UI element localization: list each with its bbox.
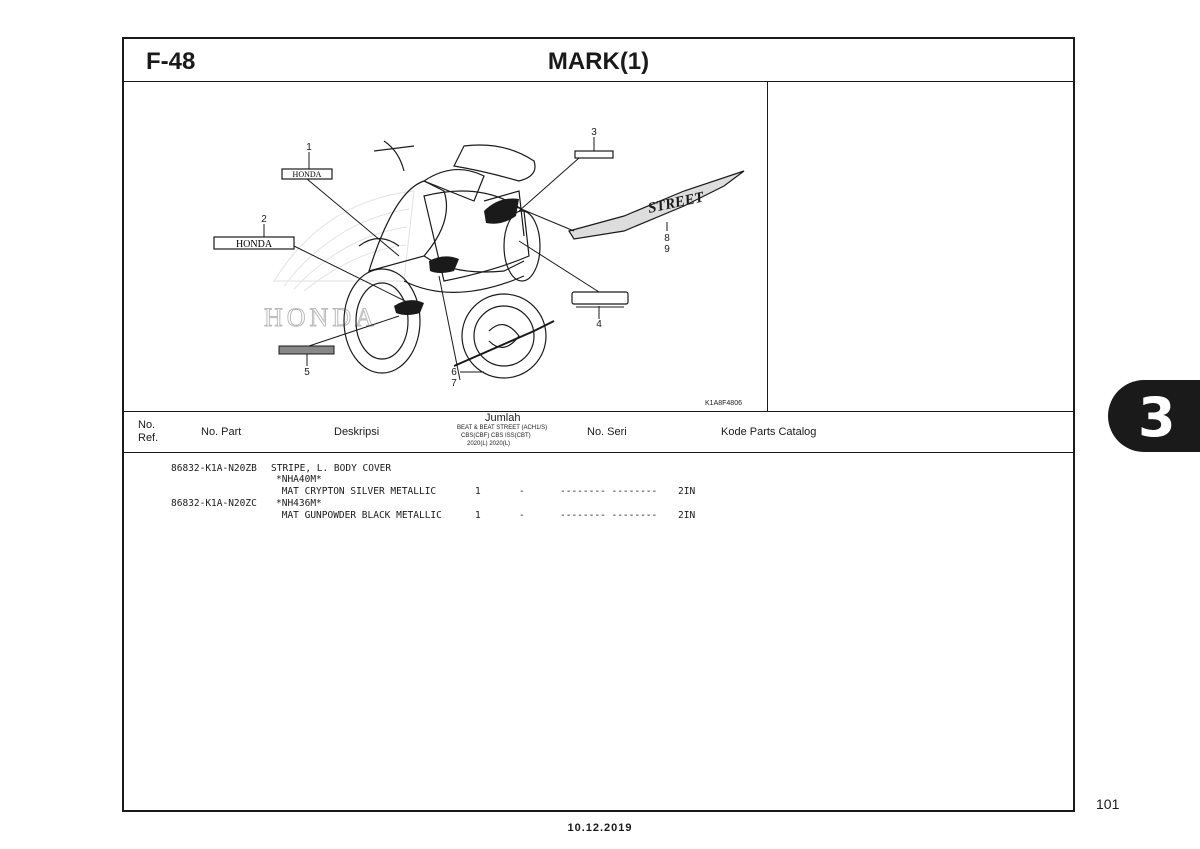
col-jumlah-sub-3: 2020(L) 2020(L) [467,441,511,447]
decal-2-honda-logo [214,237,294,250]
title-bar [124,39,1073,82]
callout-3: 3 [591,127,597,138]
callout-9: 9 [664,244,670,255]
print-date: 10.12.2019 [567,822,633,834]
leader-lines [264,137,667,380]
col-jumlah: Jumlah [485,412,521,424]
col-no-seri: No. Seri [587,426,627,438]
section-tab-number: 3 [1138,386,1176,449]
callout-4: 4 [596,319,602,330]
row-1-desc: *NHA40M* [276,474,322,485]
row-2-qty2: - [519,486,525,497]
page-title [124,48,1073,76]
row-0-part: 86832-K1A-N20ZB [171,463,257,474]
callout-5: 5 [304,367,310,378]
row-0-desc: STRIPE, L. BODY COVER [271,463,392,474]
honda-wing-watermark [274,191,414,291]
row-4-qty1: 1 [475,510,481,521]
decal-1-text: HONDA [292,170,322,179]
section-code: F-48 [146,48,196,75]
col-no-ref-2: Ref. [138,432,159,444]
callout-2: 2 [261,214,267,225]
row-2-desc: MAT CRYPTON SILVER METALLIC [276,486,437,497]
col-no-part: No. Part [201,426,242,438]
row-4-qty2: - [519,510,525,521]
page-title-text: MARK(1) [547,48,650,75]
page-number: 101 [1096,796,1120,812]
decal-8-9-text: STREET [646,189,706,217]
row-4-kode: 2IN [678,510,696,521]
row-2-kode: 2IN [678,486,696,497]
table-header [124,411,1073,453]
row-4-desc: MAT GUNPOWDER BLACK METALLIC [276,510,442,521]
callout-7: 7 [451,378,457,389]
page-frame [122,37,1075,812]
decal-6-7-round-emblem [454,294,554,378]
row-3-part: 86832-K1A-N20ZC [171,498,257,509]
col-no-ref: No. [138,419,156,431]
decal-4-badge [572,292,628,307]
col-deskripsi: Deskripsi [334,426,380,438]
callout-6: 6 [451,367,457,378]
figure-id: K1A8F4806 [705,400,742,407]
section-tab [1108,380,1200,452]
honda-watermark-text: HONDA [264,303,378,332]
dark-decal-patches [394,199,519,316]
col-jumlah-sub-1: BEAT & BEAT STREET (ACH1/S) [457,425,548,431]
row-2-qty1: 1 [475,486,481,497]
row-2-seri: -------- -------- [560,486,658,497]
decal-2-text: HONDA [235,239,273,250]
scooter-diagram [124,81,767,411]
callout-8: 8 [664,233,670,244]
decal-3-badge [575,151,613,158]
col-kode: Kode Parts Catalog [721,426,817,438]
decal-5-strip [279,346,334,354]
row-4-seri: -------- -------- [560,510,658,521]
callout-1: 1 [306,142,312,153]
parts-illustration [124,81,768,411]
decal-1-honda-logo [282,169,332,179]
col-jumlah-sub-2: CBS(CBF) CBS ISS(CBT) [461,433,531,439]
decal-8-9-street-stripe [569,171,744,239]
row-3-desc: *NH436M* [276,498,322,509]
